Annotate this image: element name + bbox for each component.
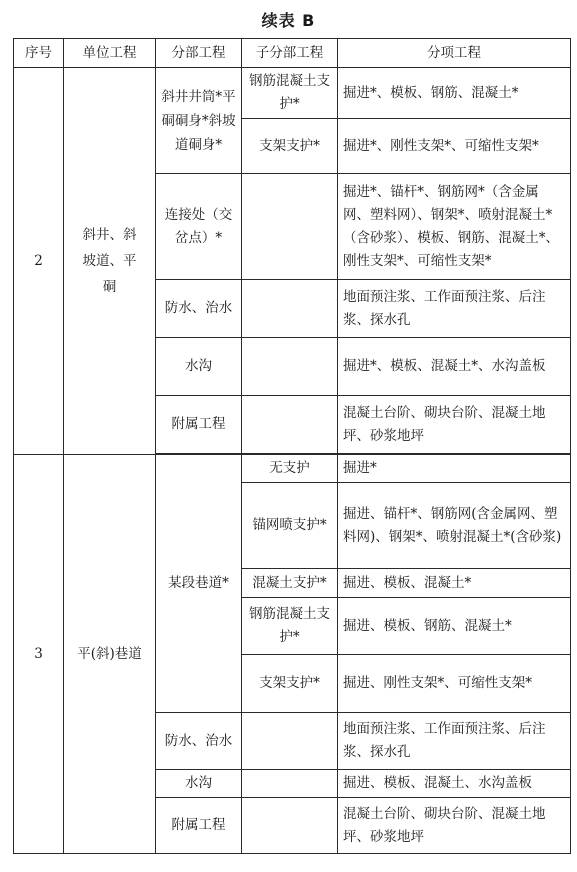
header-subdivision-project: 子分部工程 [242,39,338,68]
subdivision-cell [242,598,338,655]
item-cell: 掘进、模板、钢筋、混凝土* [338,598,571,655]
subdivision-cell [242,798,338,854]
subdivision-cell [242,280,338,338]
item-cell: 掘进*、模板、混凝土*、水沟盖板 [338,338,571,396]
project-division-table [13,38,571,854]
subdivision-cell: 混凝土支护* [242,569,338,598]
item-cell: 掘进、刚性支架*、可缩性支架* [338,655,571,713]
subdivision-cell [242,174,338,280]
serial-no-cell: 2 [14,68,64,455]
subdivision-text: 钢筋混凝土支护* [249,606,330,645]
item-cell: 混凝土台阶、砌块台阶、混凝土地坪、砂浆地坪 [338,798,571,854]
division-cell: 防水、治水 [156,280,242,338]
unit-project-cell: 平(斜)巷道 [64,455,156,854]
item-cell: 掘进*、锚杆*、钢筋网*（含金属网、塑料网）、钢架*、喷射混凝土*（含砂浆）、模板、钢筋、混凝土*、刚性支架*、可缩性支架* [338,174,571,280]
division-cell: 水沟 [156,338,242,396]
header-item-project: 分项工程 [338,39,571,68]
table-title: 续表 B [261,11,316,30]
unit-project-text: 斜井、斜坡道、平硐 [82,227,137,295]
item-cell: 混凝土台阶、砌块台阶、混凝土地坪、砂浆地坪 [338,396,571,454]
subdivision-cell: 无支护 [242,455,338,483]
item-cell: 掘进、模板、混凝土、水沟盖板 [338,770,571,798]
subdivision-cell [242,770,338,798]
unit-project-cell [64,68,156,455]
item-cell: 掘进、锚杆*、钢筋网(含金属网、塑料网)、钢架*、喷射混凝土*(含砂浆) [338,483,571,569]
serial-no-cell: 3 [14,455,64,854]
table-row [14,68,571,119]
division-cell: 附属工程 [156,396,242,454]
item-cell: 掘进*、模板、钢筋、混凝土* [338,68,571,119]
item-cell: 掘进* [338,455,571,483]
division-cell [156,174,242,280]
subdivision-cell: 钢筋混凝土支护* [242,68,338,119]
item-cell: 掘进*、刚性支架*、可缩性支架* [338,119,571,174]
division-cell: 水沟 [156,770,242,798]
subdivision-cell [242,338,338,396]
subdivision-cell [242,713,338,770]
header-unit-project: 单位工程 [64,39,156,68]
item-cell: 掘进、模板、混凝土* [338,569,571,598]
division-cell: 防水、治水 [156,713,242,770]
division-cell: 附属工程 [156,798,242,854]
item-cell: 地面预注浆、工作面预注浆、后注浆、探水孔 [338,713,571,770]
header-division-project: 分部工程 [156,39,242,68]
item-cell: 地面预注浆、工作面预注浆、后注浆、探水孔 [338,280,571,338]
division-cell [156,68,242,174]
subdivision-cell: 支架支护* [242,655,338,713]
division-text: 连接处（交岔点）* [164,206,233,246]
division-cell: 某段巷道* [156,455,242,713]
division-text: 斜井井筒*平硐硐身*斜坡道硐身* [161,88,236,153]
subdivision-cell: 支架支护* [242,119,338,174]
subdivision-cell [242,396,338,454]
subdivision-cell: 锚网喷支护* [242,483,338,569]
header-serial-no: 序号 [14,39,64,68]
header-row [14,39,571,68]
table-row [14,455,571,483]
